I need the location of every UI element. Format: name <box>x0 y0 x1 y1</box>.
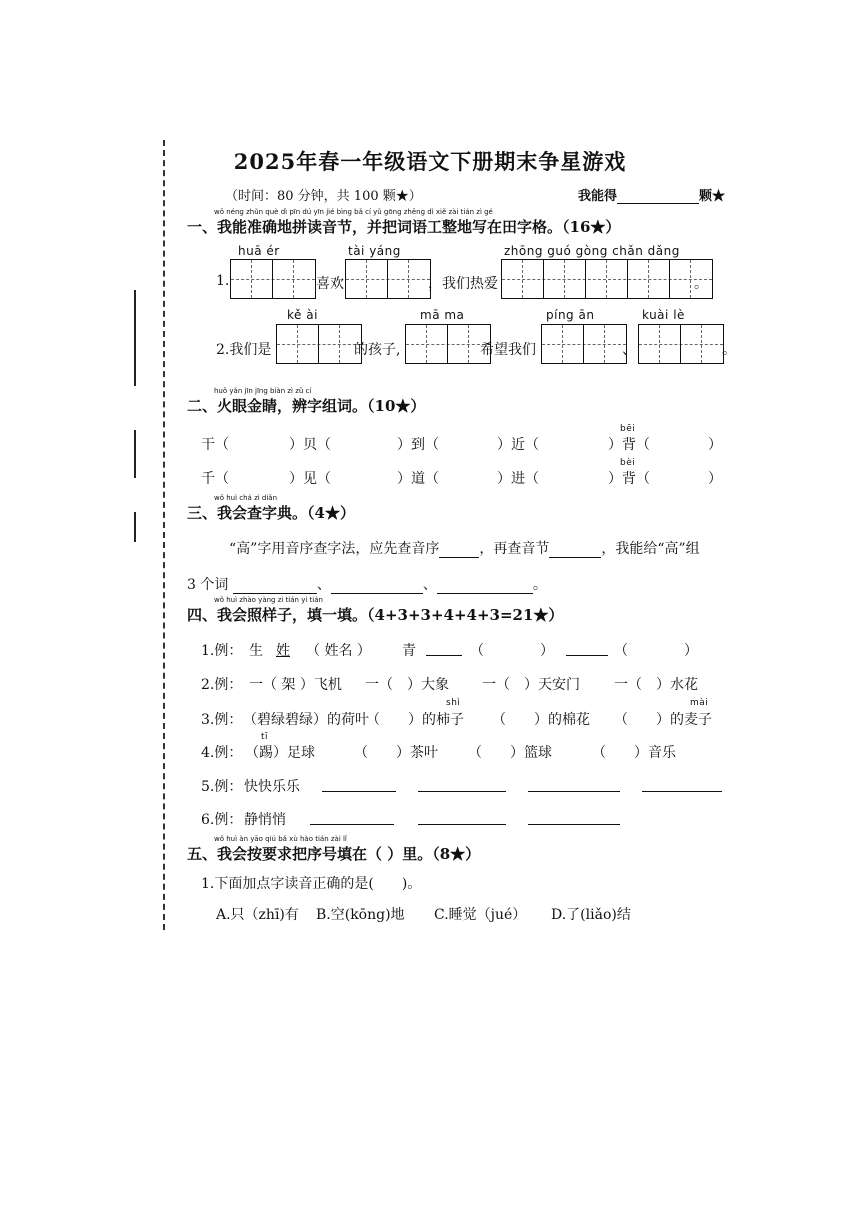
example-item: （碧绿碧绿）的荷叶 <box>243 712 369 728</box>
scan-mark <box>134 430 136 478</box>
option-c[interactable]: C.睡觉（jué） <box>434 907 527 923</box>
fill-item: 一（ ）大象 <box>365 677 449 693</box>
word-cell: 千（ <box>201 471 229 487</box>
answer-blank[interactable] <box>426 641 462 656</box>
row-label: 5.例： <box>201 779 243 795</box>
section4-pinyin: wǒ huì zhào yàng zi tián yi tián <box>214 596 323 604</box>
pinyin-kuai-le: kuài lè <box>642 308 685 322</box>
answer-blank[interactable] <box>418 809 506 825</box>
word-cell: ）背（ <box>608 437 650 453</box>
paren-open: （ <box>470 643 484 659</box>
option-a[interactable]: A.只（zhī)有 <box>216 907 299 923</box>
answer-blank[interactable] <box>528 809 620 825</box>
tianzige-box[interactable] <box>230 259 316 299</box>
answer-blank[interactable] <box>418 776 506 792</box>
paren-close: ） <box>540 643 554 659</box>
section5-heading: 五、我会按要求把序号填在（ ）里。（8★） <box>187 845 481 863</box>
word-cell: 干（ <box>201 437 229 453</box>
fill-item: （ ）音乐 <box>592 745 676 761</box>
row-label: 3.例： <box>201 712 243 728</box>
section3-pinyin: wǒ huì chá zì diǎn <box>214 494 278 502</box>
tianzige-box[interactable] <box>501 259 713 299</box>
word-cell: ）道（ <box>397 471 439 487</box>
tianzige-box[interactable] <box>405 324 491 364</box>
example-word: 静悄悄 <box>244 812 286 828</box>
tianzige-box[interactable] <box>541 324 627 364</box>
s3-line1: “高”字用音序查字法，应先查音序 ，再查音节 ，我能给“高”组 <box>229 541 700 557</box>
pinyin-bei1: bēi <box>620 424 636 434</box>
scan-mark <box>134 290 136 386</box>
fill-item: （ ）的棉花 <box>492 712 590 728</box>
q2-prefix: 2.我们是 <box>216 342 272 358</box>
time-info: （时间：80 分钟，共 100 颗★） <box>225 189 422 204</box>
scan-mark <box>134 512 136 542</box>
pinyin-hua-er: huā ér <box>238 244 280 258</box>
tianzige-box[interactable] <box>345 259 431 299</box>
answer-blank[interactable] <box>310 809 394 825</box>
example-word: （ 姓名 ） <box>306 643 371 659</box>
binding-margin-line <box>163 140 165 930</box>
option-d[interactable]: D.了(liǎo)结 <box>551 907 631 923</box>
pinyin-ping-an: píng ān <box>546 308 595 322</box>
answer-blank[interactable] <box>566 641 608 656</box>
word-cell: ）见（ <box>289 471 331 487</box>
q1-text-like: 喜欢 <box>316 276 344 292</box>
q1-end: 。 <box>694 276 708 292</box>
tianzige-box[interactable] <box>638 324 724 364</box>
answer-blank[interactable] <box>642 776 722 792</box>
fill-item: 一（ ）天安门 <box>482 677 580 693</box>
word-cell: ） <box>708 471 722 487</box>
s5-question1: 1.下面加点字读音正确的是( )。 <box>201 876 422 892</box>
section1-heading: 一、我能准确地拼读音节，并把词语工整地写在田字格。（16★） <box>187 218 621 236</box>
answer-blank[interactable] <box>322 776 396 792</box>
row-label: 1.例： <box>201 643 243 659</box>
q2-text-child: 的孩子, <box>354 342 401 358</box>
section3-heading: 三、我会查字典。（4★） <box>187 504 355 522</box>
example-char: 生 <box>249 643 263 659</box>
pinyin-zhong-guo: zhōng guó gòng chǎn dǎng <box>504 244 680 258</box>
section5-pinyin: wǒ huì àn yāo qiú bǎ xù hào tián zài lǐ <box>214 835 347 843</box>
pinyin-tai-yang: tài yáng <box>348 244 401 258</box>
word-cell: ）到（ <box>397 437 439 453</box>
pinyin-mai: mài <box>690 698 709 708</box>
row-label: 6.例： <box>201 812 243 828</box>
q2-separator: 、 <box>622 342 636 358</box>
example-answer: 姓 <box>276 643 290 659</box>
fill-item: （ ）的柿子 <box>366 712 464 728</box>
q1-text-love: ，我们热爱 <box>428 276 498 292</box>
section2-heading: 二、火眼金睛，辨字组词。（10★） <box>187 397 426 415</box>
pinyin-bei4: bèi <box>620 458 636 468</box>
pinyin-ma-ma: mā ma <box>420 308 465 322</box>
paren-close: ） <box>684 643 698 659</box>
q2-end: 。 <box>722 342 736 358</box>
section1-pinyin: wǒ néng zhǔn què dì pīn dú yīn jié bìng bǎ cí yǔ gōng zhěng dì xiě zài tián zì gé <box>214 208 493 216</box>
section4-heading: 四、我会照样子，填一填。（4+3+3+4+4+3=21★） <box>187 606 564 624</box>
fill-item: （ ）的麦子 <box>614 712 712 728</box>
option-b[interactable]: B.空(kōng)地 <box>316 907 405 923</box>
pinyin-ti: tī <box>261 732 269 742</box>
example-item: 一（ 架 ）飞机 <box>249 677 342 693</box>
pinyin-ke-ai: kě ài <box>287 308 318 322</box>
section2-pinyin: huǒ yǎn jīn jīng biàn zì zǔ cí <box>214 387 312 395</box>
question-char: 青 <box>402 643 416 659</box>
word-cell: ）进（ <box>497 471 539 487</box>
word-cell: ） <box>708 437 722 453</box>
q1-number: 1. <box>216 273 230 289</box>
fill-item: （ ）茶叶 <box>354 745 438 761</box>
word-cell: ）近（ <box>497 437 539 453</box>
example-word: 快快乐乐 <box>244 779 300 795</box>
s3-line2: 3 个词 、 、 。 <box>187 577 547 593</box>
word-cell: ）背（ <box>608 471 650 487</box>
word-cell: ）贝（ <box>289 437 331 453</box>
row-label: 2.例： <box>201 677 243 693</box>
tianzige-box[interactable] <box>276 324 362 364</box>
q2-text-hope: 希望我们 <box>480 342 536 358</box>
score-label: 我能得 颗★ <box>578 189 726 204</box>
page-title: 2025年春一年级语文下册期末争星游戏 <box>233 149 627 174</box>
answer-blank[interactable] <box>528 776 620 792</box>
paren-open: （ <box>614 643 628 659</box>
example-item: （踢）足球 <box>245 745 315 761</box>
fill-item: （ ）篮球 <box>468 745 552 761</box>
pinyin-shi: shì <box>446 698 461 708</box>
row-label: 4.例： <box>201 745 243 761</box>
fill-item: 一（ ）水花 <box>614 677 698 693</box>
